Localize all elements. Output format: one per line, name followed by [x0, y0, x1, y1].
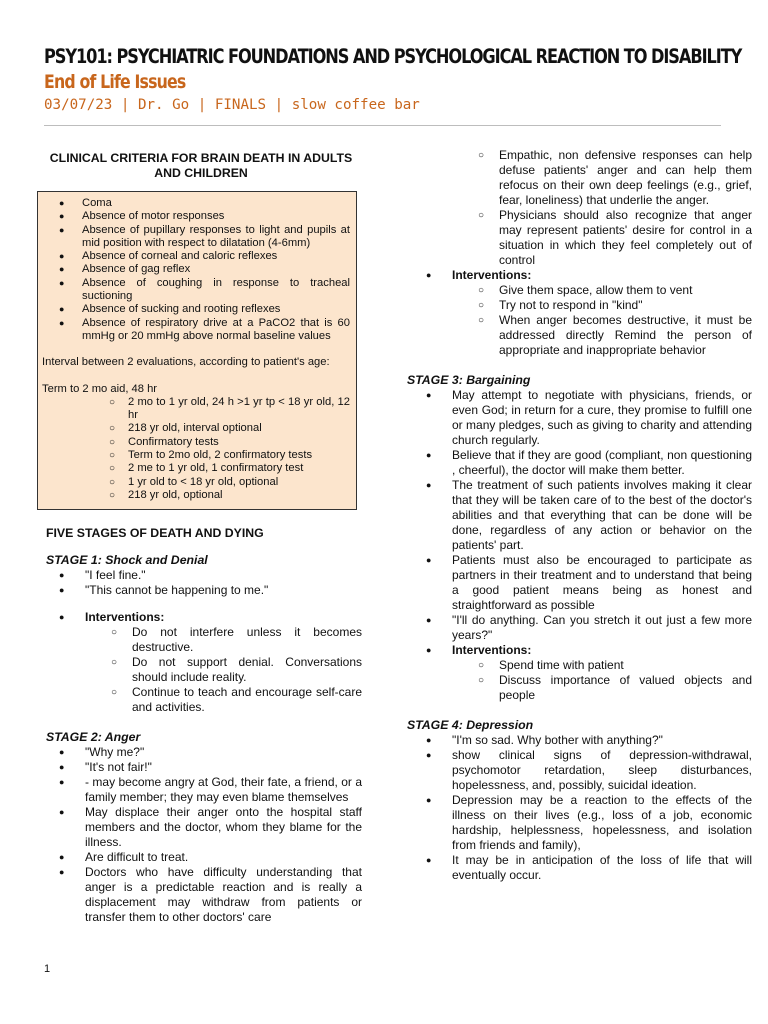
stage3-list — [407, 388, 752, 658]
list-item: ● Absence of corneal and caloric reflexes — [42, 250, 350, 263]
stage2-interventions — [407, 268, 752, 283]
list-item: ● - may become angry at God, their fate, a friend, or a family member; they may even blame themselves — [40, 775, 362, 805]
list-item: ○ 2 mo to 1 yr old, 24 h >1 yr tp < 18 yr old, 12 hr — [42, 396, 350, 423]
stage2-intervention-list — [407, 283, 752, 358]
list-item: ○ Empathic, non defensive responses can help defuse patients' anger and can help them refocus on their own deep feelings (e.g., grief, fear, loneliness) that underlie the anger. — [407, 148, 752, 208]
list-item: ○ 1 yr old to < 18 yr old, optional — [42, 476, 350, 489]
list-item: ○ Give them space, allow them to vent — [407, 283, 752, 298]
interval-list — [42, 396, 350, 502]
list-item: ● "I'm so sad. Why bother with anything?" — [407, 733, 752, 748]
page-number: 1 — [44, 963, 51, 975]
list-item: ○ Try not to respond in "kind" — [407, 298, 752, 313]
stage3-intervention-list — [407, 658, 752, 703]
right-column — [407, 148, 752, 883]
stage3-heading: STAGE 3: Bargaining — [407, 373, 531, 387]
list-item: ○ 218 yr old, interval optional — [42, 422, 350, 435]
interventions-label: Interventions: — [452, 643, 532, 657]
list-item: ● Absence of coughing in response to tracheal suctioning — [42, 277, 350, 304]
stage4-list — [407, 733, 752, 883]
document-meta: 03/07/23 | Dr. Go | FINALS | slow coffee bar — [44, 97, 420, 113]
list-item: ● "This cannot be happening to me." — [40, 583, 362, 598]
list-item: ● Absence of gag reflex — [42, 263, 350, 276]
stage2-list — [40, 745, 362, 925]
interval-text: Interval between 2 evaluations, according to patient's age: — [42, 356, 330, 369]
list-item: ○ Confirmatory tests — [42, 436, 350, 449]
list-item: ○ Discuss importance of valued objects and people — [407, 673, 752, 703]
stage1-intervention-list — [40, 625, 362, 715]
list-item: ● Absence of respiratory drive at a PaCO2 that is 60 mmHg or 20 mmHg above normal baseline values — [42, 317, 350, 344]
list-item — [40, 610, 362, 625]
list-item: ○ Physicians should also recognize that anger may represent patients' desire for control in a situation in which they feel completely out of control — [407, 208, 752, 268]
list-item: ● The treatment of such patients involves making it clear that they will be taken care of to the best of the doctor's abilities and that everything that can be done will be done, regardless of any action or behavior on the patients' part. — [407, 478, 752, 553]
list-item: ○ 2 me to 1 yr old, 1 confirmatory test — [42, 462, 350, 475]
list-item: ○ Continue to teach and encourage self-care and activities. — [40, 685, 362, 715]
list-item: ● "Why me?" — [40, 745, 362, 760]
list-item: ● Doctors who have difficulty understanding that anger is a predictable reaction and is really a displacement may withdraw from patients or transfer them to other doctors' care — [40, 865, 362, 925]
stage1-interventions — [40, 610, 362, 625]
page-header — [44, 44, 742, 116]
left-column — [40, 148, 362, 925]
criteria-title: CLINICAL CRITERIA FOR BRAIN DEATH IN ADULTS AND CHILDREN — [49, 151, 353, 180]
list-item: ● "I'll do anything. Can you stretch it out just a few more years?" — [407, 613, 752, 643]
stage1-heading: STAGE 1: Shock and Denial — [46, 553, 208, 568]
list-item: ● May attempt to negotiate with physicians, friends, or even God; in return for a cure, they promise to fulfill one or many pledges, such as giving to charity and attending church regularly. — [407, 388, 752, 448]
list-item — [407, 268, 752, 283]
criteria-list — [42, 197, 350, 343]
term-text: Term to 2 mo aid, 48 hr — [42, 382, 158, 395]
header-divider — [44, 125, 721, 126]
list-item: ○ Do not support denial. Conversations should include reality. — [40, 655, 362, 685]
list-item: ○ Spend time with patient — [407, 658, 752, 673]
stage2-heading: STAGE 2: Anger — [46, 730, 141, 745]
list-item: ● Absence of sucking and rooting reflexes — [42, 303, 350, 316]
list-item — [407, 643, 752, 658]
list-item: ○ Term to 2mo old, 2 confirmatory tests — [42, 449, 350, 462]
list-item: ● Depression may be a reaction to the effects of the illness on their lives (e.g., loss of a job, economic hardship, helplessness, hopelessness, and isolation from friends and family), — [407, 793, 752, 853]
document-subtitle: End of Life Issues — [44, 71, 186, 93]
criteria-box — [37, 191, 357, 510]
list-item: ● Are difficult to treat. — [40, 850, 362, 865]
five-stages-heading: FIVE STAGES OF DEATH AND DYING — [46, 526, 264, 541]
list-item: ○ When anger becomes destructive, it must be addressed directly Remind the person of appropriate and inappropriate behavior — [407, 313, 752, 358]
list-item: ○ 218 yr old, optional — [42, 489, 350, 502]
list-item: ● May displace their anger onto the hospital staff members and the doctor, whom they blame for the illness. — [40, 805, 362, 850]
interventions-label: Interventions: — [452, 268, 532, 282]
list-item: ● show clinical signs of depression-withdrawal, psychomotor retardation, sleep disturbances, hopelessness, and, possibly, suicidal ideation. — [407, 748, 752, 793]
list-item: ● Absence of pupillary responses to light and pupils at mid position with respect to dilatation (4-6mm) — [42, 224, 350, 251]
list-item: ● Coma — [42, 197, 350, 210]
list-item: ● Believe that if they are good (compliant, non questioning , cheerful), the doctor will make them better. — [407, 448, 752, 478]
list-item: ● Patients must also be encouraged to participate as partners in their treatment and to understand that being a good patient means being as honest and straightforward as possible — [407, 553, 752, 613]
list-item: ● It may be in anticipation of the loss of life that will eventually occur. — [407, 853, 752, 883]
list-item: ● Absence of motor responses — [42, 210, 350, 223]
interventions-label: Interventions: — [85, 610, 165, 625]
stage2-sublist — [407, 148, 752, 268]
stage4-heading: STAGE 4: Depression — [407, 718, 534, 732]
list-item: ○ Do not interfere unless it becomes destructive. — [40, 625, 362, 655]
list-item: ● "It's not fair!" — [40, 760, 362, 775]
list-item: ● "I feel fine." — [40, 568, 362, 583]
document-title: PSY101: PSYCHIATRIC FOUNDATIONS AND PSYCHOLOGICAL REACTION TO DISABILITY — [44, 45, 742, 68]
stage1-list — [40, 568, 362, 598]
